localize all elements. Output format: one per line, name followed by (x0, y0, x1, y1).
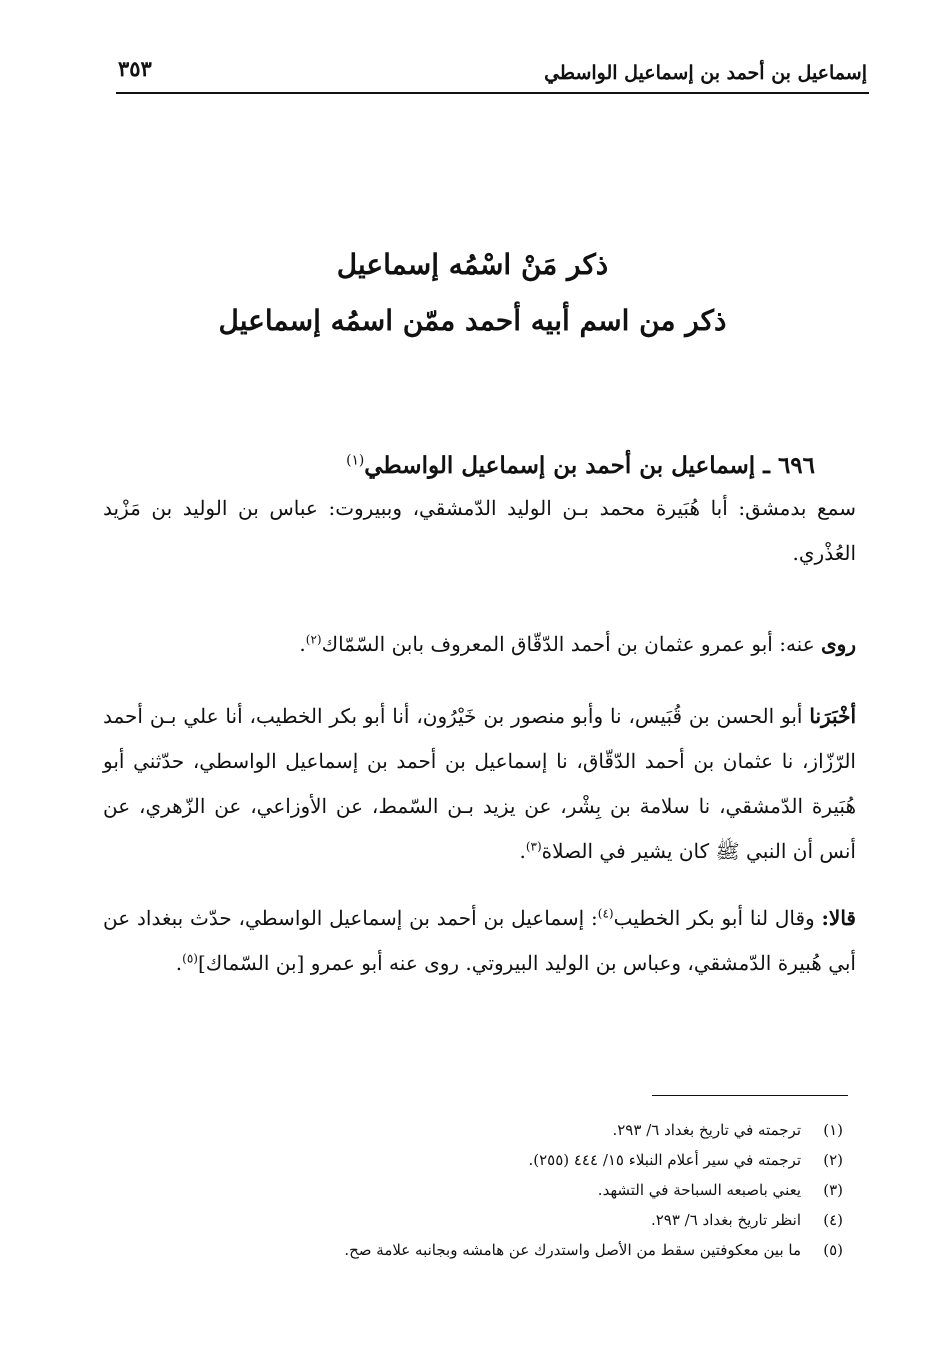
footnote-number: (٤) (823, 1211, 843, 1229)
paragraph-rawa (103, 622, 856, 667)
rawa-end: . (299, 632, 306, 656)
footnote-item (143, 1145, 843, 1175)
footnote-item (143, 1115, 843, 1145)
chapter-title-line-1: ذكر مَنْ اسْمُه إسماعيل (336, 248, 609, 281)
footnote-text: انظر تاريخ بغداد ٦/ ٢٩٣. (650, 1211, 801, 1229)
footnote-ref-4: (٤) (597, 906, 614, 921)
footnote-text: ترجمته في تاريخ بغداد ٦/ ٢٩٣. (612, 1121, 801, 1139)
footnote-divider (652, 1095, 848, 1096)
paragraph-sami (103, 486, 856, 576)
paragraph-sami-text: سمع بدمشق: أبا هُبَيرة محمد بـن الوليد الدّمشقي، وببيروت: عباس بن الوليد بن مَزْيد العُذْري. (103, 496, 856, 565)
footnote-item (143, 1235, 843, 1265)
footnote-ref-5: (٥) (182, 951, 198, 966)
footnote-text: ترجمته في سير أعلام النبلاء ١٥/ ٤٤٤ (٢٥٥). (528, 1151, 801, 1169)
qala-text-1: وقال لنا أبو بكر الخطيب (613, 906, 822, 930)
qala-end: . (175, 951, 183, 975)
akhbarana-lead-word: أخْبَرَنا (809, 704, 856, 728)
paragraph-qala (103, 896, 856, 986)
akhbarana-end: . (519, 839, 526, 863)
rawa-lead-word: روى (821, 632, 856, 656)
entry-title (346, 452, 815, 479)
footnote-number: (٥) (823, 1241, 843, 1259)
footnote-text: ما بين معكوفتين سقط من الأصل واستدرك عن هامشه وبجانبه علامة صح. (344, 1241, 801, 1259)
footnote-text: يعني باصبعه السباحة في التشهد. (597, 1181, 801, 1199)
qala-lead-word: قالا: (821, 906, 856, 930)
footnote-item (143, 1175, 843, 1205)
footnote-ref-1: (١) (346, 452, 365, 469)
footnotes-list (143, 1115, 843, 1265)
entry-title-text: ٦٩٦ ـ إسماعيل بن أحمد بن إسماعيل الواسطي (364, 452, 815, 479)
footnote-ref-3: (٣) (525, 839, 542, 854)
footnote-number: (٣) (823, 1181, 843, 1199)
footnote-number: (١) (823, 1121, 843, 1139)
chapter-title-line-2: ذكر من اسم أبيه أحمد ممّن اسمُه إسماعيل (218, 304, 727, 337)
paragraph-akhbarana (103, 694, 856, 874)
header-divider (116, 92, 869, 94)
akhbarana-text: أبو الحسن بن قُبَيس، نا وأبو منصور بن خَيْرُون، أنا أبو بكر الخطيب، أنا علي بـن أحمد الرّزّاز، نا عثمان بن أحمد الدّقّاق، نا إسماعيل بن أحمد بن إسماعيل الواسطي، حدّثني أبو هُبَيرة الدّمشقي، نا سلامة بن بِشْر، عن يزيد بـن السّمط، عن الأوزاعي، عن الزّهري، عن أنس أن النبي ﷺ كان يشير في الصلاة (103, 704, 856, 863)
qala-text-2: : إسماعيل بن أحمد بن إسماعيل الواسطي، حدّث ببغداد عن أبي هُبيرة الدّمشقي، وعباس بن الوليد البيروتي. روى عنه أبو عمرو [بن السّماك] (103, 906, 856, 975)
running-header-title: إسماعيل بن أحمد بن إسماعيل الواسطي (544, 62, 867, 84)
footnote-ref-2: (٢) (305, 632, 322, 647)
footnote-item (143, 1205, 843, 1235)
rawa-text: عنه: أبو عمرو عثمان بن أحمد الدّقّاق المعروف بابن السّمّاك (321, 632, 822, 656)
page-number: ٣٥٣ (118, 56, 152, 81)
footnote-number: (٢) (823, 1151, 843, 1169)
